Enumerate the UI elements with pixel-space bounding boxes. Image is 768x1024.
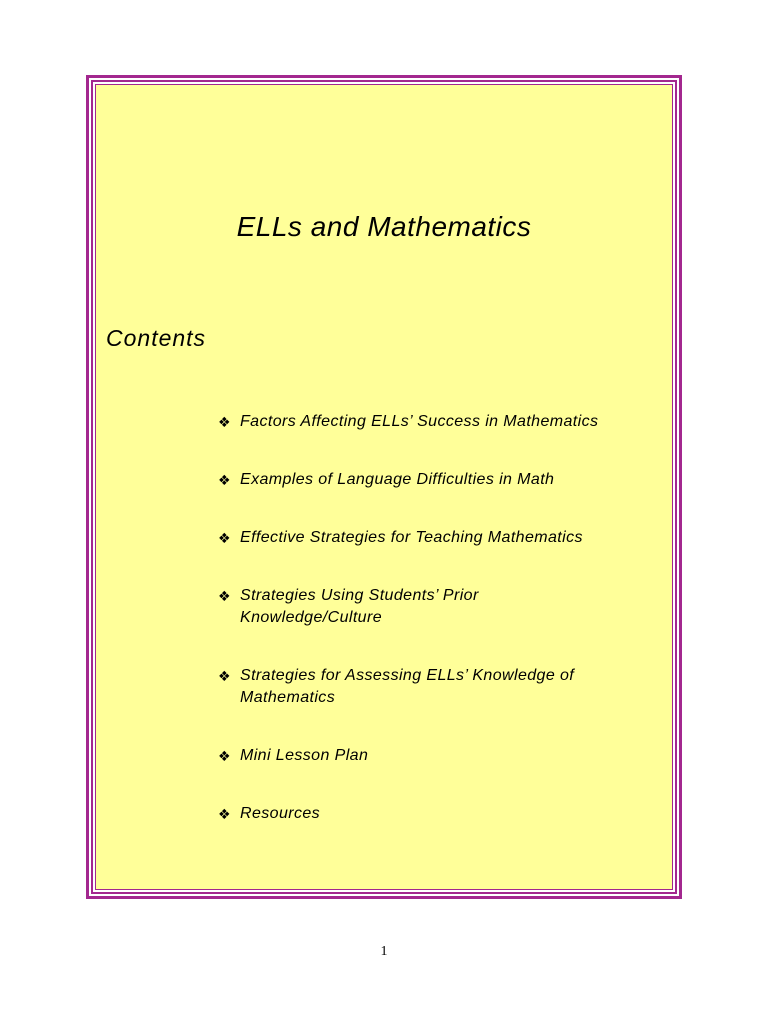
toc-item-label: Examples of Language Difficulties in Math: [240, 471, 555, 488]
page-number: 1: [380, 944, 388, 959]
diamond-bullet-icon: ❖: [218, 472, 231, 488]
contents-panel: [95, 84, 673, 890]
toc-item-assessing: [218, 665, 618, 709]
toc-item-effective-strategies: [218, 527, 658, 549]
toc-item-label: Strategies for Assessing ELLs’ Knowledge of Mathematics: [240, 667, 575, 706]
toc-item-prior-knowledge: [218, 585, 518, 629]
toc-item-label: Factors Affecting ELLs’ Success in Mathematics: [240, 413, 599, 430]
diamond-bullet-icon: ❖: [218, 806, 231, 822]
contents-heading: Contents: [106, 325, 207, 351]
toc-item-factors: [218, 411, 658, 433]
toc-item-label: Resources: [240, 805, 321, 822]
toc-item-resources: [218, 803, 658, 825]
toc-item-label: Effective Strategies for Teaching Mathematics: [240, 529, 583, 546]
diamond-bullet-icon: ❖: [218, 414, 231, 430]
diamond-bullet-icon: ❖: [218, 588, 231, 604]
diamond-bullet-icon: ❖: [218, 530, 231, 546]
toc-item-label: Strategies Using Students’ Prior Knowledge/Culture: [240, 587, 479, 626]
page-frame: [86, 75, 682, 899]
page-frame-inner: [91, 80, 677, 894]
toc-item-label: Mini Lesson Plan: [240, 747, 369, 764]
toc-item-mini-lesson: [218, 745, 658, 767]
diamond-bullet-icon: ❖: [218, 748, 231, 764]
page-title: ELLs and Mathematics: [236, 211, 532, 242]
table-of-contents: [218, 411, 658, 825]
toc-item-language-difficulties: [218, 469, 658, 491]
diamond-bullet-icon: ❖: [218, 668, 231, 684]
